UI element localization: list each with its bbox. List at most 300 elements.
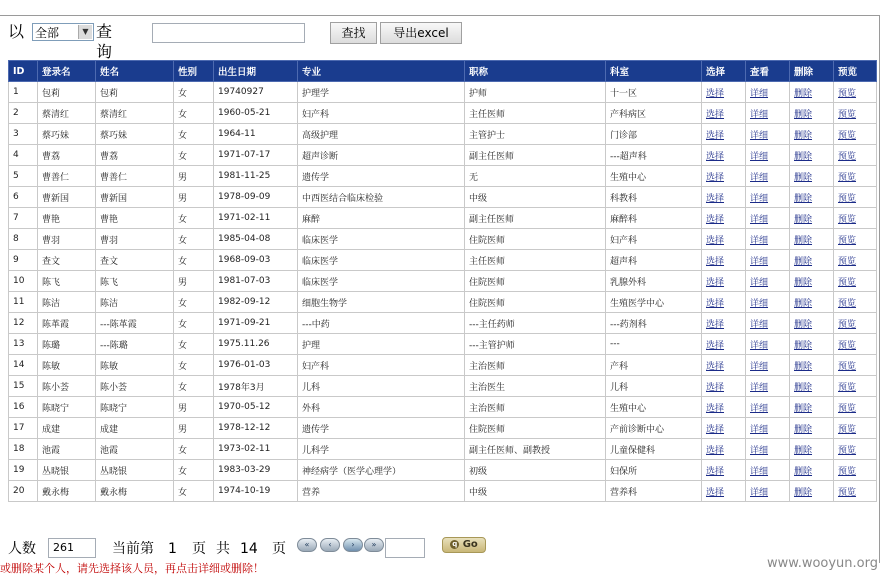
id-cell: 17: [9, 418, 38, 439]
specialty-cell: 儿科: [298, 376, 465, 397]
action-cell: [790, 229, 834, 250]
action-cell: [790, 82, 834, 103]
login-cell: 曹羽: [38, 229, 96, 250]
action-cell: [790, 334, 834, 355]
action-cell: [746, 397, 790, 418]
specialty-cell: 超声诊断: [298, 145, 465, 166]
name-cell: 丛晓银: [96, 460, 174, 481]
view-link[interactable]: 详细: [750, 340, 769, 351]
name-cell: 陈洁: [96, 292, 174, 313]
preview-link[interactable]: 预览: [838, 445, 857, 456]
prev-page-icon[interactable]: ‹: [320, 538, 340, 552]
id-cell: 8: [9, 229, 38, 250]
title-cell: 副主任医师: [465, 208, 606, 229]
action-cell: [746, 439, 790, 460]
delete-link[interactable]: 删除: [794, 382, 813, 393]
export-excel-button[interactable]: 导出excel: [380, 22, 462, 44]
id-cell: 9: [9, 250, 38, 271]
specialty-cell: 临床医学: [298, 250, 465, 271]
page-word: 页: [192, 541, 206, 557]
preview-link[interactable]: 预览: [838, 151, 857, 162]
id-cell: 19: [9, 460, 38, 481]
action-cell: [746, 460, 790, 481]
department-cell: ---: [606, 334, 702, 355]
next-page-icon[interactable]: ›: [343, 538, 363, 552]
birthdate-cell: 1981-11-25: [214, 166, 298, 187]
preview-link[interactable]: 预览: [838, 298, 857, 309]
action-cell: [746, 229, 790, 250]
name-cell: 曹艳: [96, 208, 174, 229]
department-cell: 门诊部: [606, 124, 702, 145]
action-cell: [702, 145, 746, 166]
id-cell: 5: [9, 166, 38, 187]
action-cell: [746, 271, 790, 292]
scope-select[interactable]: [32, 23, 94, 41]
delete-link[interactable]: 删除: [794, 487, 813, 498]
login-cell: 蔡巧妹: [38, 124, 96, 145]
view-link[interactable]: 详细: [750, 487, 769, 498]
action-cell: [790, 208, 834, 229]
action-cell: [834, 313, 877, 334]
action-cell: [746, 187, 790, 208]
name-cell: 曹羽: [96, 229, 174, 250]
delete-link[interactable]: 删除: [794, 151, 813, 162]
name-cell: 蔡巧妹: [96, 124, 174, 145]
action-cell: [790, 418, 834, 439]
current-page-prefix: 当前第: [112, 541, 154, 557]
name-cell: 查文: [96, 250, 174, 271]
preview-link[interactable]: 预览: [838, 109, 857, 120]
view-link[interactable]: 详细: [750, 298, 769, 309]
action-cell: [790, 313, 834, 334]
login-cell: 查文: [38, 250, 96, 271]
action-cell: [702, 271, 746, 292]
go-button[interactable]: [442, 537, 486, 553]
department-cell: ---药剂科: [606, 313, 702, 334]
title-cell: 住院医师: [465, 229, 606, 250]
login-cell: 陈洁: [38, 292, 96, 313]
gender-cell: 女: [174, 103, 214, 124]
select-link[interactable]: 选择: [706, 235, 725, 246]
birthdate-cell: 1978-12-12: [214, 418, 298, 439]
gender-cell: 女: [174, 313, 214, 334]
table-row: [9, 166, 877, 187]
action-cell: [834, 124, 877, 145]
birthdate-cell: 1985-04-08: [214, 229, 298, 250]
action-cell: [702, 313, 746, 334]
delete-link[interactable]: 删除: [794, 256, 813, 267]
preview-link[interactable]: 预览: [838, 172, 857, 183]
name-cell: 包莉: [96, 82, 174, 103]
table-row: [9, 313, 877, 334]
action-cell: [746, 145, 790, 166]
action-cell: [702, 334, 746, 355]
name-cell: 陈小荟: [96, 376, 174, 397]
id-cell: 13: [9, 334, 38, 355]
name-cell: 戴永梅: [96, 481, 174, 502]
specialty-cell: 遗传学: [298, 418, 465, 439]
select-link[interactable]: 选择: [706, 361, 725, 372]
name-cell: 蔡清红: [96, 103, 174, 124]
id-cell: 11: [9, 292, 38, 313]
delete-link[interactable]: 删除: [794, 277, 813, 288]
count-label: 人数: [8, 541, 36, 557]
specialty-cell: 临床医学: [298, 271, 465, 292]
action-cell: [790, 439, 834, 460]
table-row: [9, 208, 877, 229]
table-row: [9, 145, 877, 166]
preview-link[interactable]: 预览: [838, 340, 857, 351]
department-cell: 超声科: [606, 250, 702, 271]
select-link[interactable]: 选择: [706, 424, 725, 435]
view-link[interactable]: 详细: [750, 361, 769, 372]
select-link[interactable]: 选择: [706, 277, 725, 288]
select-link[interactable]: 选择: [706, 382, 725, 393]
preview-link[interactable]: 预览: [838, 424, 857, 435]
view-link[interactable]: 详细: [750, 445, 769, 456]
department-cell: 营养科: [606, 481, 702, 502]
specialty-cell: 细胞生物学: [298, 292, 465, 313]
column-header: 专业: [298, 61, 465, 82]
preview-link[interactable]: 预览: [838, 382, 857, 393]
action-cell: [834, 229, 877, 250]
action-cell: [834, 187, 877, 208]
department-cell: 产科: [606, 355, 702, 376]
action-cell: [746, 481, 790, 502]
department-cell: 妇保所: [606, 460, 702, 481]
title-cell: 副主任医师: [465, 145, 606, 166]
action-cell: [702, 376, 746, 397]
view-link[interactable]: 详细: [750, 256, 769, 267]
select-link[interactable]: 选择: [706, 109, 725, 120]
id-cell: 16: [9, 397, 38, 418]
department-cell: 妇产科: [606, 229, 702, 250]
birthdate-cell: 1982-09-12: [214, 292, 298, 313]
gender-cell: 女: [174, 82, 214, 103]
action-cell: [702, 355, 746, 376]
table-row: [9, 229, 877, 250]
preview-link[interactable]: 预览: [838, 193, 857, 204]
birthdate-cell: 1978-09-09: [214, 187, 298, 208]
id-cell: 18: [9, 439, 38, 460]
view-link[interactable]: 详细: [750, 193, 769, 204]
title-cell: 主管护士: [465, 124, 606, 145]
view-link[interactable]: 详细: [750, 109, 769, 120]
table-row: [9, 187, 877, 208]
id-cell: 2: [9, 103, 38, 124]
preview-link[interactable]: 预览: [838, 466, 857, 477]
login-cell: 陈敏: [38, 355, 96, 376]
delete-link[interactable]: 删除: [794, 445, 813, 456]
select-link[interactable]: 选择: [706, 214, 725, 225]
preview-link[interactable]: 预览: [838, 256, 857, 267]
column-header: 性别: [174, 61, 214, 82]
gender-cell: 女: [174, 229, 214, 250]
delete-link[interactable]: 删除: [794, 466, 813, 477]
birthdate-cell: 1976-01-03: [214, 355, 298, 376]
preview-link[interactable]: 预览: [838, 361, 857, 372]
login-cell: 陈晓宁: [38, 397, 96, 418]
find-button[interactable]: 查找: [330, 22, 377, 44]
view-link[interactable]: 详细: [750, 235, 769, 246]
delete-link[interactable]: 删除: [794, 403, 813, 414]
action-cell: [790, 460, 834, 481]
first-page-icon[interactable]: «: [297, 538, 317, 552]
preview-link[interactable]: 预览: [838, 487, 857, 498]
action-cell: [746, 250, 790, 271]
select-link[interactable]: 选择: [706, 130, 725, 141]
select-link[interactable]: 选择: [706, 256, 725, 267]
preview-link[interactable]: 预览: [838, 88, 857, 99]
action-cell: [702, 82, 746, 103]
action-cell: [790, 103, 834, 124]
action-cell: [834, 418, 877, 439]
birthdate-cell: 1971-07-17: [214, 145, 298, 166]
title-cell: 主治医生: [465, 376, 606, 397]
preview-link[interactable]: 预览: [838, 214, 857, 225]
action-cell: [702, 124, 746, 145]
action-cell: [790, 145, 834, 166]
id-cell: 6: [9, 187, 38, 208]
title-cell: 无: [465, 166, 606, 187]
action-cell: [834, 292, 877, 313]
column-header: 职称: [465, 61, 606, 82]
action-cell: [834, 250, 877, 271]
action-cell: [702, 397, 746, 418]
gender-cell: 男: [174, 271, 214, 292]
last-page-icon[interactable]: »: [364, 538, 384, 552]
id-cell: 7: [9, 208, 38, 229]
login-cell: 曹荔: [38, 145, 96, 166]
footer-note: 或删除某个人，请先选择该人员，再点击详细或删除！: [0, 562, 264, 575]
select-link[interactable]: 选择: [706, 151, 725, 162]
title-cell: 初级: [465, 460, 606, 481]
action-cell: [746, 208, 790, 229]
department-cell: 乳腺外科: [606, 271, 702, 292]
birthdate-cell: 1974-10-19: [214, 481, 298, 502]
department-cell: 产前诊断中心: [606, 418, 702, 439]
current-page-number: 1: [168, 541, 177, 557]
specialty-cell: 高级护理: [298, 124, 465, 145]
gender-cell: 女: [174, 481, 214, 502]
preview-link[interactable]: 预览: [838, 403, 857, 414]
action-cell: [746, 418, 790, 439]
specialty-cell: 中西医结合临床检验: [298, 187, 465, 208]
delete-link[interactable]: 删除: [794, 109, 813, 120]
select-link[interactable]: 选择: [706, 88, 725, 99]
select-link[interactable]: 选择: [706, 193, 725, 204]
action-cell: [702, 187, 746, 208]
title-cell: 主任医师: [465, 250, 606, 271]
delete-link[interactable]: 删除: [794, 424, 813, 435]
view-link[interactable]: 详细: [750, 403, 769, 414]
select-link[interactable]: 选择: [706, 172, 725, 183]
column-header: 出生日期: [214, 61, 298, 82]
gender-cell: 女: [174, 124, 214, 145]
delete-link[interactable]: 删除: [794, 298, 813, 309]
login-cell: 陈小荟: [38, 376, 96, 397]
action-cell: [790, 124, 834, 145]
action-cell: [746, 334, 790, 355]
view-link[interactable]: 详细: [750, 151, 769, 162]
id-cell: 20: [9, 481, 38, 502]
action-cell: [834, 460, 877, 481]
title-cell: 副主任医师、副教授: [465, 439, 606, 460]
view-link[interactable]: 详细: [750, 214, 769, 225]
column-header: 删除: [790, 61, 834, 82]
gender-cell: 女: [174, 355, 214, 376]
gender-cell: 男: [174, 166, 214, 187]
action-cell: [702, 166, 746, 187]
action-cell: [790, 187, 834, 208]
preview-link[interactable]: 预览: [838, 319, 857, 330]
title-cell: ---主任药师: [465, 313, 606, 334]
specialty-cell: 护理学: [298, 82, 465, 103]
view-link[interactable]: 详细: [750, 88, 769, 99]
login-cell: 成建: [38, 418, 96, 439]
action-cell: [702, 439, 746, 460]
total-prefix: 共: [216, 541, 230, 557]
action-cell: [702, 481, 746, 502]
table-row: [9, 334, 877, 355]
action-cell: [702, 418, 746, 439]
title-cell: 主任医师: [465, 103, 606, 124]
scope-select-value: 全部: [35, 26, 60, 40]
preview-link[interactable]: 预览: [838, 277, 857, 288]
action-cell: [790, 292, 834, 313]
column-header: 预览: [834, 61, 877, 82]
specialty-cell: 营养: [298, 481, 465, 502]
view-link[interactable]: 详细: [750, 130, 769, 141]
table-row: [9, 397, 877, 418]
select-link[interactable]: 选择: [706, 319, 725, 330]
preview-link[interactable]: 预览: [838, 235, 857, 246]
select-link[interactable]: 选择: [706, 340, 725, 351]
name-cell: 陈敏: [96, 355, 174, 376]
action-cell: [746, 355, 790, 376]
name-cell: 池霞: [96, 439, 174, 460]
view-link[interactable]: 详细: [750, 466, 769, 477]
action-cell: [790, 166, 834, 187]
gender-cell: 男: [174, 397, 214, 418]
chevron-down-icon[interactable]: ▼: [78, 25, 92, 39]
page-word: 页: [272, 541, 286, 557]
delete-link[interactable]: 删除: [794, 130, 813, 141]
specialty-cell: 外科: [298, 397, 465, 418]
title-cell: 住院医师: [465, 271, 606, 292]
department-cell: 产科病区: [606, 103, 702, 124]
count-field[interactable]: 261: [48, 538, 96, 558]
select-link[interactable]: 选择: [706, 403, 725, 414]
gender-cell: 女: [174, 334, 214, 355]
search-input[interactable]: [152, 23, 305, 43]
table-row: [9, 124, 877, 145]
department-cell: 十一区: [606, 82, 702, 103]
title-cell: 主治医师: [465, 355, 606, 376]
birthdate-cell: 1971-02-11: [214, 208, 298, 229]
delete-link[interactable]: 删除: [794, 361, 813, 372]
action-cell: [702, 208, 746, 229]
gender-cell: 男: [174, 187, 214, 208]
login-cell: 蔡清红: [38, 103, 96, 124]
action-cell: [790, 481, 834, 502]
gender-cell: 女: [174, 460, 214, 481]
table-row: [9, 376, 877, 397]
name-cell: 陈飞: [96, 271, 174, 292]
delete-link[interactable]: 删除: [794, 235, 813, 246]
action-cell: [834, 103, 877, 124]
select-link[interactable]: 选择: [706, 445, 725, 456]
id-cell: 14: [9, 355, 38, 376]
action-cell: [702, 103, 746, 124]
action-cell: [834, 208, 877, 229]
view-link[interactable]: 详细: [750, 277, 769, 288]
preview-link[interactable]: 预览: [838, 130, 857, 141]
delete-link[interactable]: 删除: [794, 88, 813, 99]
title-cell: 护师: [465, 82, 606, 103]
delete-link[interactable]: 删除: [794, 193, 813, 204]
delete-link[interactable]: 删除: [794, 214, 813, 225]
staff-table: [8, 60, 877, 502]
action-cell: [834, 397, 877, 418]
gender-cell: 女: [174, 376, 214, 397]
title-cell: 住院医师: [465, 292, 606, 313]
magnifier-icon: q: [452, 539, 458, 548]
view-link[interactable]: 详细: [750, 172, 769, 183]
page-jump-input[interactable]: [385, 538, 425, 558]
birthdate-cell: 1960-05-21: [214, 103, 298, 124]
name-cell: 陈晓宁: [96, 397, 174, 418]
action-cell: [746, 313, 790, 334]
table-header-row: [9, 61, 877, 82]
title-cell: 住院医师: [465, 418, 606, 439]
delete-link[interactable]: 删除: [794, 340, 813, 351]
name-cell: 曹新国: [96, 187, 174, 208]
title-cell: 主治医师: [465, 397, 606, 418]
action-cell: [746, 292, 790, 313]
view-link[interactable]: 详细: [750, 319, 769, 330]
select-link[interactable]: 选择: [706, 487, 725, 498]
login-cell: 包莉: [38, 82, 96, 103]
action-cell: [834, 82, 877, 103]
table-row: [9, 82, 877, 103]
login-cell: 戴永梅: [38, 481, 96, 502]
table-row: [9, 460, 877, 481]
action-cell: [746, 166, 790, 187]
delete-link[interactable]: 删除: [794, 172, 813, 183]
login-cell: 曹善仁: [38, 166, 96, 187]
select-link[interactable]: 选择: [706, 466, 725, 477]
action-cell: [746, 376, 790, 397]
birthdate-cell: 1978年3月: [214, 376, 298, 397]
view-link[interactable]: 详细: [750, 382, 769, 393]
name-cell: 曹善仁: [96, 166, 174, 187]
id-cell: 10: [9, 271, 38, 292]
specialty-cell: 神经病学（医学心理学）: [298, 460, 465, 481]
view-link[interactable]: 详细: [750, 424, 769, 435]
table-row: [9, 292, 877, 313]
id-cell: 15: [9, 376, 38, 397]
delete-link[interactable]: 删除: [794, 319, 813, 330]
birthdate-cell: 1971-09-21: [214, 313, 298, 334]
action-cell: [702, 250, 746, 271]
table-body: [9, 82, 877, 502]
name-cell: ---陈璐: [96, 334, 174, 355]
action-cell: [702, 229, 746, 250]
table-row: [9, 481, 877, 502]
select-link[interactable]: 选择: [706, 298, 725, 309]
action-cell: [834, 355, 877, 376]
